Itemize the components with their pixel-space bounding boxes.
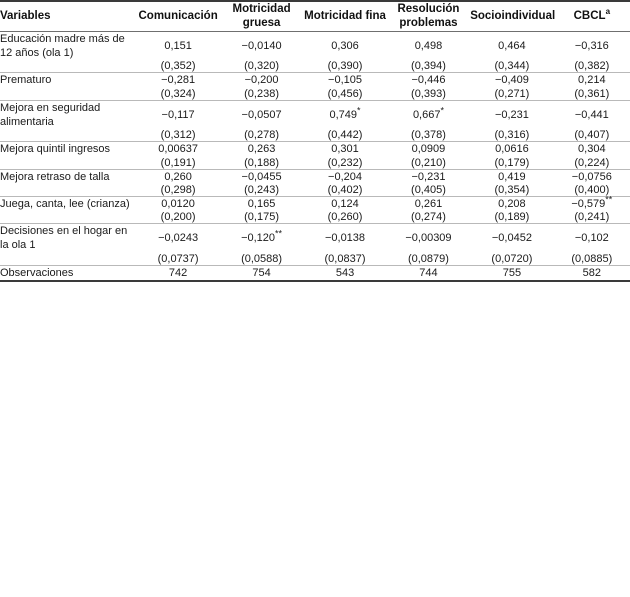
table-row xyxy=(0,73,630,88)
row-label-spacer xyxy=(0,60,136,73)
coefficient-cell: 0,0616 xyxy=(470,142,553,157)
row-label: Educación madre más de 12 años (ola 1) xyxy=(0,31,136,60)
std-error-cell: (0,271) xyxy=(494,87,530,100)
observations-cell: 754 xyxy=(220,265,303,281)
observations-cell: 755 xyxy=(470,265,553,281)
table-row-std-errors xyxy=(0,211,630,224)
column-header-cbcl-label: CBCL xyxy=(573,10,606,23)
row-label: Prematuro xyxy=(0,73,136,88)
column-header-motricidad-gruesa: Motricidad gruesa xyxy=(220,1,303,31)
coefficient-cell: 0,165 xyxy=(220,196,303,211)
coefficient-cell: −0,281 xyxy=(136,73,219,88)
std-error-cell: (0,393) xyxy=(411,87,446,100)
row-label-spacer xyxy=(0,157,136,170)
std-error-cell: (0,0737) xyxy=(157,252,199,265)
coefficient-cell: −0,204 xyxy=(303,169,386,184)
coefficient-cell: −0,0452 xyxy=(470,224,553,253)
row-label: Mejora retraso de talla xyxy=(0,169,136,184)
std-error-cell: (0,243) xyxy=(244,183,279,196)
std-error-cell: (0,0588) xyxy=(241,252,283,265)
coefficient-cell: 0,419 xyxy=(470,169,553,184)
std-error-cell: (0,191) xyxy=(160,156,196,169)
coefficient-cell: −0,0455 xyxy=(220,169,303,184)
coefficient-cell: 0,260 xyxy=(136,169,219,184)
coefficient-cell: 0,304 xyxy=(554,142,630,157)
coefficient-cell: −0,316 xyxy=(554,31,630,60)
std-error-cell: (0,241) xyxy=(574,211,610,224)
table-row-std-errors xyxy=(0,60,630,73)
coefficient-cell: 0,263 xyxy=(220,142,303,157)
coefficient-cell: −0,102 xyxy=(554,224,630,253)
std-error-cell: (0,405) xyxy=(411,183,446,196)
std-error-cell: (0,400) xyxy=(574,183,610,196)
observations-cell: 744 xyxy=(387,265,470,281)
row-label-spacer xyxy=(0,253,136,266)
std-error-cell: (0,224) xyxy=(574,156,610,169)
std-error-cell: (0,0885) xyxy=(571,252,613,265)
observations-cell: 582 xyxy=(554,265,630,281)
std-error-cell: (0,232) xyxy=(327,156,363,169)
coefficient-cell: −0,0140 xyxy=(220,31,303,60)
coefficient-cell: −0,0756 xyxy=(554,169,630,184)
table-row-std-errors xyxy=(0,129,630,142)
table-row xyxy=(0,169,630,184)
std-error-cell: (0,378) xyxy=(411,129,446,142)
coefficient-cell: 0,498 xyxy=(387,31,470,60)
table-row xyxy=(0,31,630,60)
std-error-cell: (0,442) xyxy=(327,129,363,142)
std-error-cell: (0,312) xyxy=(160,129,196,142)
std-error-cell: (0,188) xyxy=(244,156,279,169)
column-header-cbcl xyxy=(554,1,630,31)
coefficient-cell: −0,117 xyxy=(136,100,219,129)
table-row xyxy=(0,100,630,129)
std-error-cell: (0,179) xyxy=(494,156,530,169)
std-error-cell: (0,0879) xyxy=(407,252,449,265)
column-header-variables: Variables xyxy=(0,1,136,31)
coefficient-cell: −0,120** xyxy=(220,224,303,253)
std-error-cell: (0,456) xyxy=(327,87,363,100)
std-error-cell: (0,352) xyxy=(160,60,196,73)
coefficient-cell: 0,124 xyxy=(303,196,386,211)
coefficient-cell: −0,0507 xyxy=(220,100,303,129)
row-label: Mejora en seguridad alimentaria xyxy=(0,100,136,129)
std-error-cell: (0,394) xyxy=(411,60,446,73)
row-label: Decisiones en el hogar en la ola 1 xyxy=(0,224,136,253)
coefficient-cell: −0,446 xyxy=(387,73,470,88)
coefficient-cell: 0,00637 xyxy=(136,142,219,157)
coefficient-cell: −0,441 xyxy=(554,100,630,129)
std-error-cell: (0,298) xyxy=(160,183,196,196)
coefficient-cell: −0,579** xyxy=(554,196,630,211)
coefficient-cell: −0,231 xyxy=(387,169,470,184)
table-body xyxy=(0,31,630,281)
std-error-cell: (0,200) xyxy=(160,211,196,224)
coefficient-cell: 0,667* xyxy=(387,100,470,129)
std-error-cell: (0,210) xyxy=(411,156,446,169)
column-header-cbcl-superscript: a xyxy=(605,7,611,17)
table-row xyxy=(0,224,630,253)
table-row-std-errors xyxy=(0,88,630,101)
std-error-cell: (0,260) xyxy=(327,211,363,224)
coefficient-cell: −0,409 xyxy=(470,73,553,88)
observations-row xyxy=(0,265,630,281)
coefficient-cell: 0,306 xyxy=(303,31,386,60)
std-error-cell: (0,320) xyxy=(244,60,279,73)
row-label-spacer xyxy=(0,211,136,224)
std-error-cell: (0,382) xyxy=(574,60,610,73)
column-header-resolucion-problemas: Resolución problemas xyxy=(387,1,470,31)
table-row-std-errors xyxy=(0,184,630,197)
coefficient-cell: −0,0243 xyxy=(136,224,219,253)
row-label-spacer xyxy=(0,129,136,142)
std-error-cell: (0,0837) xyxy=(324,252,366,265)
std-error-cell: (0,278) xyxy=(244,129,279,142)
coefficient-cell: −0,231 xyxy=(470,100,553,129)
std-error-cell: (0,316) xyxy=(494,129,530,142)
coefficient-cell: −0,00309 xyxy=(387,224,470,253)
std-error-cell: (0,344) xyxy=(494,60,530,73)
coefficient-cell: −0,105 xyxy=(303,73,386,88)
observations-cell: 742 xyxy=(136,265,219,281)
std-error-cell: (0,189) xyxy=(494,211,530,224)
std-error-cell: (0,361) xyxy=(574,87,610,100)
std-error-cell: (0,324) xyxy=(160,87,196,100)
table-row xyxy=(0,142,630,157)
coefficient-cell: 0,0909 xyxy=(387,142,470,157)
std-error-cell: (0,274) xyxy=(411,211,446,224)
row-label: Mejora quintil ingresos xyxy=(0,142,136,157)
std-error-cell: (0,0720) xyxy=(491,252,533,265)
column-header-comunicacion: Comunicación xyxy=(136,1,219,31)
std-error-cell: (0,354) xyxy=(494,183,530,196)
table-header-row xyxy=(0,1,630,31)
coefficient-cell: 0,208 xyxy=(470,196,553,211)
std-error-cell: (0,238) xyxy=(244,87,279,100)
table-row-std-errors xyxy=(0,253,630,266)
row-label: Juega, canta, lee (crianza) xyxy=(0,196,136,211)
coefficient-cell: 0,151 xyxy=(136,31,219,60)
coefficient-cell: 0,301 xyxy=(303,142,386,157)
coefficient-cell: 0,0120 xyxy=(136,196,219,211)
table-row xyxy=(0,196,630,211)
coefficient-cell: −0,0138 xyxy=(303,224,386,253)
coefficient-cell: 0,261 xyxy=(387,196,470,211)
observations-label: Observaciones xyxy=(0,265,136,281)
observations-cell: 543 xyxy=(303,265,386,281)
column-header-motricidad-fina: Motricidad fina xyxy=(303,1,386,31)
table-row-std-errors xyxy=(0,157,630,170)
std-error-cell: (0,407) xyxy=(574,129,610,142)
coefficient-cell: 0,464 xyxy=(470,31,553,60)
std-error-cell: (0,390) xyxy=(327,60,363,73)
row-label-spacer xyxy=(0,184,136,197)
std-error-cell: (0,402) xyxy=(327,183,363,196)
std-error-cell: (0,175) xyxy=(244,211,279,224)
column-header-socioindividual: Socioindividual xyxy=(470,1,553,31)
row-label-spacer xyxy=(0,88,136,101)
coefficient-cell: −0,200 xyxy=(220,73,303,88)
regression-results-table xyxy=(0,0,630,282)
coefficient-cell: 0,749* xyxy=(303,100,386,129)
coefficient-cell: 0,214 xyxy=(554,73,630,88)
